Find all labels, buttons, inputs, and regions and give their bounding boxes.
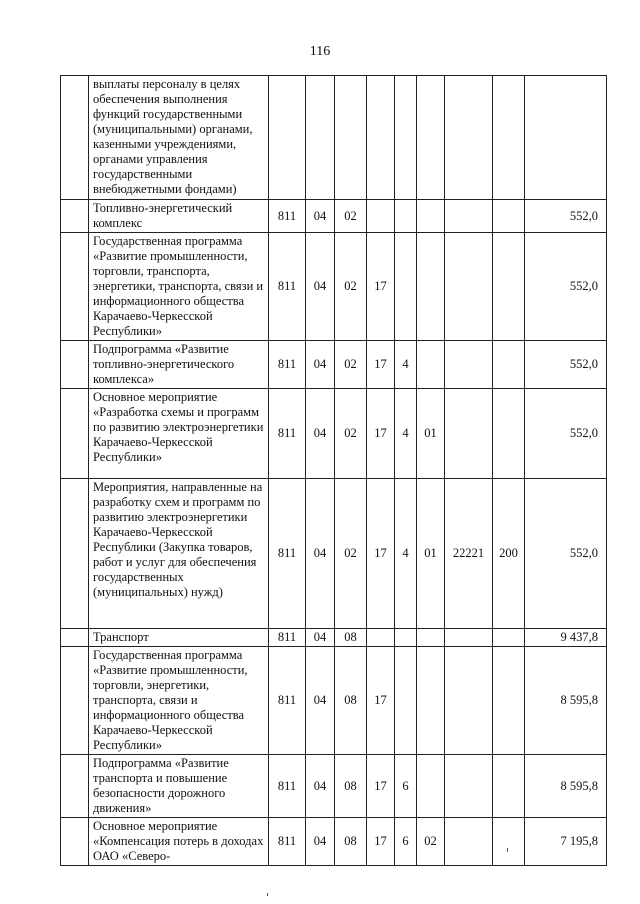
cell-vr <box>493 647 525 755</box>
cell-ved <box>269 76 306 200</box>
cell-rz: 04 <box>306 341 335 389</box>
row-marker-cell <box>61 341 89 389</box>
cell-ved: 811 <box>269 233 306 341</box>
cell-sub <box>395 76 417 200</box>
table-row <box>61 76 607 200</box>
cell-ved: 811 <box>269 629 306 647</box>
cell-event <box>417 629 445 647</box>
cell-prog <box>367 629 395 647</box>
row-name: Основное мероприятие «Разработка схемы и программ по развитию электроэнергетики Карачаево-Черкесской Республики» <box>89 389 269 479</box>
row-name: Мероприятия, направленные на разработку схем и программ по развитию электроэнергетики Карачаево-Черкесской Республики (Закупка товаров, работ и услуг для обеспечения государственных (муниципальных) нужд) <box>89 479 269 629</box>
cell-prog: 17 <box>367 341 395 389</box>
cell-rz: 04 <box>306 818 335 866</box>
cell-pr: 02 <box>335 233 367 341</box>
row-marker-cell <box>61 200 89 233</box>
cell-event <box>417 233 445 341</box>
table-row <box>61 389 607 479</box>
cell-amount: 9 437,8 <box>525 629 607 647</box>
cell-sub <box>395 647 417 755</box>
cell-pr: 02 <box>335 479 367 629</box>
table-row <box>61 647 607 755</box>
cell-sub: 6 <box>395 755 417 818</box>
cell-event <box>417 341 445 389</box>
cell-vr <box>493 629 525 647</box>
cell-vr <box>493 818 525 866</box>
table-row <box>61 200 607 233</box>
row-name: Основное мероприятие «Компенсация потерь в доходах ОАО «Северо- <box>89 818 269 866</box>
cell-amount: 7 195,8 <box>525 818 607 866</box>
cell-amount: 552,0 <box>525 200 607 233</box>
table-row <box>61 629 607 647</box>
cell-ved: 811 <box>269 389 306 479</box>
cell-dir <box>445 341 493 389</box>
table-row <box>61 755 607 818</box>
cell-vr <box>493 200 525 233</box>
cell-rz: 04 <box>306 389 335 479</box>
row-name: выплаты персоналу в целях обеспечения выполнения функций государственными (муниципальными) органами, казенными учреждениями, органами управления государственными внебюджетными фондами) <box>89 76 269 200</box>
cell-pr: 08 <box>335 629 367 647</box>
row-marker-cell <box>61 479 89 629</box>
row-name: Транспорт <box>89 629 269 647</box>
cell-sub <box>395 200 417 233</box>
cell-ved: 811 <box>269 647 306 755</box>
cell-event <box>417 200 445 233</box>
cell-rz: 04 <box>306 755 335 818</box>
cell-ved: 811 <box>269 818 306 866</box>
table-row <box>61 233 607 341</box>
row-marker-cell <box>61 818 89 866</box>
cell-event: 01 <box>417 479 445 629</box>
cell-prog: 17 <box>367 479 395 629</box>
cell-sub: 4 <box>395 479 417 629</box>
cell-event: 01 <box>417 389 445 479</box>
cell-sub: 4 <box>395 389 417 479</box>
row-marker-cell <box>61 629 89 647</box>
cell-dir <box>445 755 493 818</box>
table-row <box>61 341 607 389</box>
cell-rz <box>306 76 335 200</box>
cell-amount: 8 595,8 <box>525 647 607 755</box>
cell-dir <box>445 629 493 647</box>
cell-event <box>417 755 445 818</box>
cell-ved: 811 <box>269 755 306 818</box>
cell-prog: 17 <box>367 647 395 755</box>
scan-mark <box>507 848 508 852</box>
cell-pr: 08 <box>335 818 367 866</box>
cell-rz: 04 <box>306 629 335 647</box>
cell-ved: 811 <box>269 341 306 389</box>
row-marker-cell <box>61 755 89 818</box>
cell-event <box>417 76 445 200</box>
cell-prog <box>367 76 395 200</box>
cell-vr <box>493 389 525 479</box>
cell-pr: 08 <box>335 755 367 818</box>
cell-amount: 552,0 <box>525 479 607 629</box>
cell-ved: 811 <box>269 479 306 629</box>
scan-mark <box>267 893 268 896</box>
row-marker-cell <box>61 389 89 479</box>
cell-prog <box>367 200 395 233</box>
cell-vr <box>493 233 525 341</box>
cell-pr: 02 <box>335 341 367 389</box>
cell-dir <box>445 233 493 341</box>
cell-sub: 6 <box>395 818 417 866</box>
cell-dir <box>445 647 493 755</box>
cell-sub <box>395 629 417 647</box>
cell-pr: 08 <box>335 647 367 755</box>
cell-amount: 552,0 <box>525 233 607 341</box>
budget-table-body <box>61 76 607 866</box>
cell-vr: 200 <box>493 479 525 629</box>
cell-sub <box>395 233 417 341</box>
cell-pr: 02 <box>335 200 367 233</box>
row-name: Подпрограмма «Развитие топливно-энергетического комплекса» <box>89 341 269 389</box>
cell-vr <box>493 76 525 200</box>
cell-amount: 552,0 <box>525 389 607 479</box>
cell-pr <box>335 76 367 200</box>
row-name: Топливно-энергетический комплекс <box>89 200 269 233</box>
cell-pr: 02 <box>335 389 367 479</box>
cell-amount <box>525 76 607 200</box>
cell-dir <box>445 76 493 200</box>
cell-event <box>417 647 445 755</box>
cell-ved: 811 <box>269 200 306 233</box>
cell-prog: 17 <box>367 818 395 866</box>
cell-dir <box>445 200 493 233</box>
row-name: Государственная программа «Развитие промышленности, торговли, транспорта, энергетики, транспорта, связи и информационного общества Карачаево-Черкесской Республики» <box>89 233 269 341</box>
cell-dir: 22221 <box>445 479 493 629</box>
cell-rz: 04 <box>306 647 335 755</box>
row-marker-cell <box>61 647 89 755</box>
row-marker-cell <box>61 76 89 200</box>
cell-rz: 04 <box>306 233 335 341</box>
budget-table <box>60 75 607 866</box>
cell-dir <box>445 818 493 866</box>
cell-prog: 17 <box>367 389 395 479</box>
row-name: Подпрограмма «Развитие транспорта и повышение безопасности дорожного движения» <box>89 755 269 818</box>
row-marker-cell <box>61 233 89 341</box>
cell-rz: 04 <box>306 479 335 629</box>
cell-prog: 17 <box>367 755 395 818</box>
cell-dir <box>445 389 493 479</box>
page-number: 116 <box>309 44 331 59</box>
cell-sub: 4 <box>395 341 417 389</box>
row-name: Государственная программа «Развитие промышленности, торговли, энергетики, транспорта, связи и информационного общества Карачаево-Черкесской Республики» <box>89 647 269 755</box>
table-row <box>61 479 607 629</box>
cell-rz: 04 <box>306 200 335 233</box>
cell-vr <box>493 755 525 818</box>
cell-event: 02 <box>417 818 445 866</box>
cell-vr <box>493 341 525 389</box>
cell-prog: 17 <box>367 233 395 341</box>
cell-amount: 552,0 <box>525 341 607 389</box>
table-row <box>61 818 607 866</box>
cell-amount: 8 595,8 <box>525 755 607 818</box>
